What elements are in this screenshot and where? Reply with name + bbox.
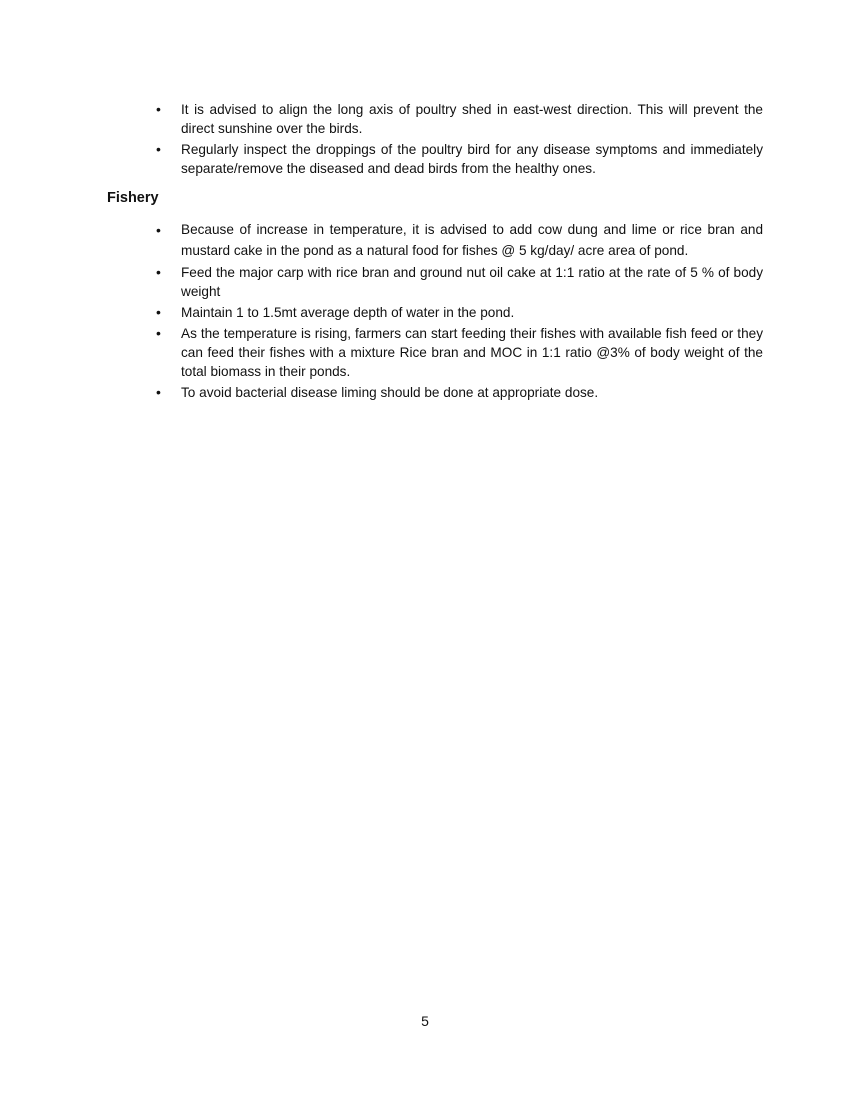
list-item: • Regularly inspect the droppings of the poultry bird for any disease symptoms and immediately separate/remove the diseased and dead birds from the healthy ones.: [181, 140, 763, 178]
list-item: • To avoid bacterial disease liming should be done at appropriate dose.: [181, 383, 763, 402]
poultry-advisory-list: [107, 100, 763, 178]
list-item: • Feed the major carp with rice bran and ground nut oil cake at 1:1 ratio at the rate of 5 % of body weight: [181, 263, 763, 301]
page-number: 5: [421, 1013, 429, 1029]
list-item: • As the temperature is rising, farmers can start feeding their fishes with available fish feed or they can feed their fishes with a mixture Rice bran and MOC in 1:1 ratio @3% of body weight of the total biomass in their ponds.: [181, 324, 763, 381]
list-item: • It is advised to align the long axis of poultry shed in east-west direction. This will prevent the direct sunshine over the birds.: [181, 100, 763, 138]
fishery-advisory-list: [107, 220, 763, 402]
list-item: • Because of increase in temperature, it is advised to add cow dung and lime or rice bran and mustard cake in the pond as a natural food for fishes @ 5 kg/day/ acre area of pond.: [181, 220, 763, 261]
section-heading-fishery: Fishery: [107, 190, 159, 206]
page-content: [107, 100, 763, 404]
list-item: • Maintain 1 to 1.5mt average depth of water in the pond.: [181, 303, 763, 322]
